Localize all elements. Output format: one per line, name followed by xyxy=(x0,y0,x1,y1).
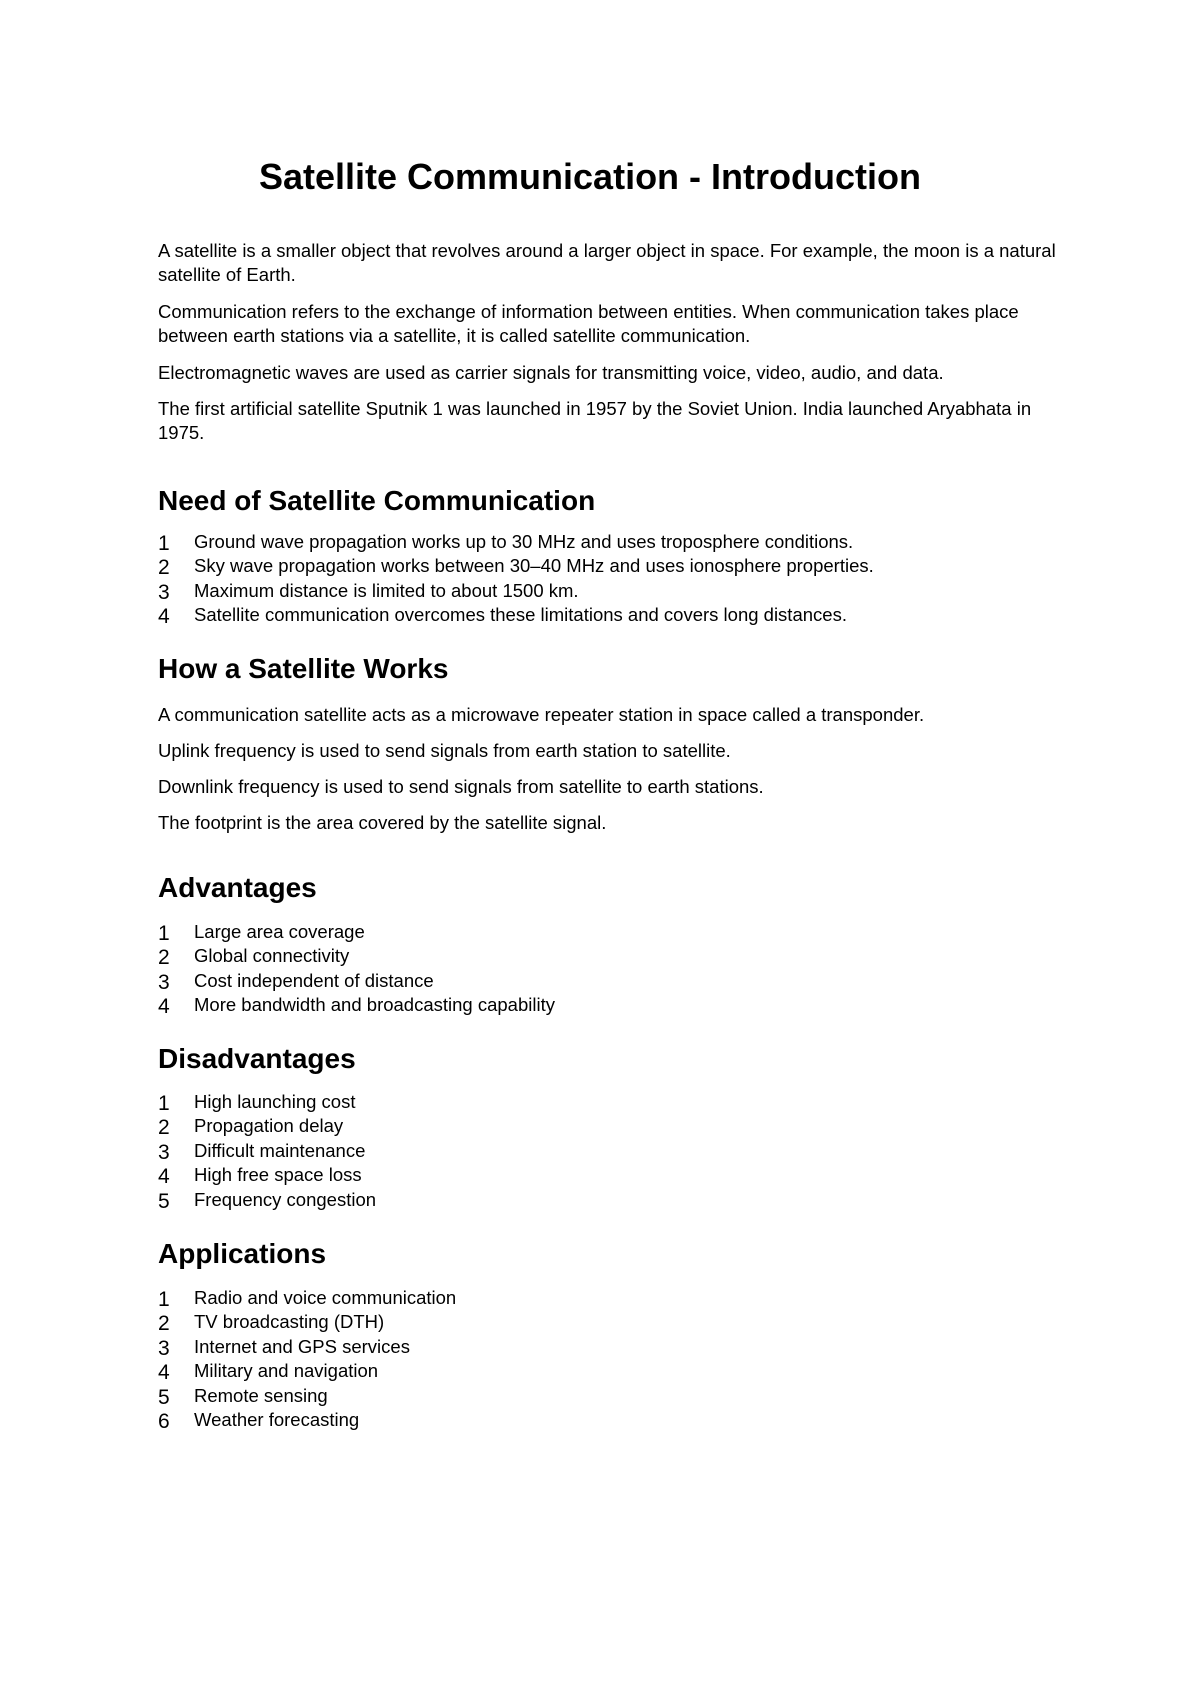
list-item xyxy=(158,1384,1058,1408)
intro-paragraph-1: A satellite is a smaller object that revolves around a larger object in space. For example, the moon is a natural satellite of Earth. xyxy=(158,240,1056,285)
page-title-text: Satellite Communication - Introduction xyxy=(258,156,921,197)
list-item-text: TV broadcasting (DTH) xyxy=(194,1311,385,1333)
section-heading-advantages: Advantages xyxy=(158,872,317,903)
applications-list xyxy=(158,1286,1058,1432)
list-item-number: 3 xyxy=(158,970,170,994)
list-item xyxy=(158,1139,1058,1163)
list-item-text: Frequency congestion xyxy=(194,1188,377,1210)
list-item xyxy=(158,993,1058,1017)
intro-paragraph-4: The first artificial satellite Sputnik 1 was launched in 1957 by the Soviet Union. India launched Aryabhata in 1975. xyxy=(158,398,1032,443)
list-item xyxy=(158,920,1058,944)
section-heading-applications: Applications xyxy=(158,1238,327,1269)
list-item xyxy=(158,1188,1058,1212)
list-item-number: 3 xyxy=(158,1140,170,1164)
list-item-text: More bandwidth and broadcasting capability xyxy=(194,994,555,1016)
list-item-number: 6 xyxy=(158,1409,170,1433)
list-item-text: Remote sensing xyxy=(194,1384,328,1406)
list-item-text: Difficult maintenance xyxy=(194,1139,366,1161)
list-item-number: 2 xyxy=(158,946,170,970)
list-item-number: 2 xyxy=(158,1116,170,1140)
intro-paragraph-2: Communication refers to the exchange of information between entities. When communication takes place between earth stations via a satellite, it is called satellite communication. xyxy=(158,301,1019,346)
list-item xyxy=(158,554,1058,578)
how-paragraph-2: Uplink frequency is used to send signals from earth station to satellite. xyxy=(158,740,731,761)
list-item-number: 1 xyxy=(158,922,170,945)
list-item-text: Large area coverage xyxy=(194,921,365,942)
list-item-text: Global connectivity xyxy=(194,945,350,967)
intro-paragraph-3: Electromagnetic waves are used as carrier signals for transmitting voice, video, audio, and data. xyxy=(158,362,944,383)
list-item-number: 2 xyxy=(158,556,170,580)
list-item xyxy=(158,579,1058,603)
how-paragraph-4: The footprint is the area covered by the satellite signal. xyxy=(158,812,607,833)
list-item-number: 1 xyxy=(158,1092,170,1115)
list-item-text: Internet and GPS services xyxy=(194,1335,410,1357)
how-paragraph-3: Downlink frequency is used to send signals from satellite to earth stations. xyxy=(158,776,764,797)
list-item-text: Radio and voice communication xyxy=(194,1287,457,1308)
list-item xyxy=(158,1335,1058,1359)
list-item xyxy=(158,1114,1058,1138)
list-item-text: High launching cost xyxy=(194,1091,356,1112)
list-item-number: 2 xyxy=(158,1312,170,1336)
list-item-text: Satellite communication overcomes these limitations and covers long distances. xyxy=(194,604,847,626)
disadvantages-list xyxy=(158,1090,1058,1212)
section-heading-need: Need of Satellite Communication xyxy=(158,485,596,516)
list-item xyxy=(158,1310,1058,1334)
section-heading-disadvantages: Disadvantages xyxy=(158,1043,356,1074)
list-item-number: 5 xyxy=(158,1385,170,1409)
need-list xyxy=(158,530,1058,628)
list-item xyxy=(158,1090,1058,1114)
section-heading-how: How a Satellite Works xyxy=(158,653,449,684)
list-item xyxy=(158,530,1058,554)
list-item xyxy=(158,1286,1058,1310)
list-item-text: Military and navigation xyxy=(194,1360,379,1382)
list-item xyxy=(158,1359,1058,1383)
list-item-text: Sky wave propagation works between 30–40 MHz and uses ionosphere properties. xyxy=(194,555,874,577)
list-item-number: 4 xyxy=(158,605,170,629)
list-item-number: 3 xyxy=(158,580,170,604)
list-item xyxy=(158,969,1058,993)
list-item xyxy=(158,603,1058,627)
page-title xyxy=(158,156,1058,198)
list-item xyxy=(158,944,1058,968)
list-item-number: 5 xyxy=(158,1189,170,1213)
list-item-text: Propagation delay xyxy=(194,1115,344,1137)
list-item-text: High free space loss xyxy=(194,1164,362,1186)
list-item xyxy=(158,1163,1058,1187)
list-item-number: 4 xyxy=(158,1165,170,1189)
list-item-number: 1 xyxy=(158,1288,170,1311)
list-item-number: 4 xyxy=(158,1361,170,1385)
list-item-number: 4 xyxy=(158,995,170,1019)
list-item-text: Maximum distance is limited to about 1500 km. xyxy=(194,579,579,601)
list-item-text: Ground wave propagation works up to 30 MHz and uses troposphere conditions. xyxy=(194,531,854,552)
list-item-text: Cost independent of distance xyxy=(194,969,434,991)
list-item-number: 1 xyxy=(158,532,170,555)
advantages-list xyxy=(158,920,1058,1018)
list-item-text: Weather forecasting xyxy=(194,1408,360,1430)
how-paragraph-1: A communication satellite acts as a microwave repeater station in space called a transponder. xyxy=(158,704,925,725)
list-item xyxy=(158,1408,1058,1432)
list-item-number: 3 xyxy=(158,1336,170,1360)
